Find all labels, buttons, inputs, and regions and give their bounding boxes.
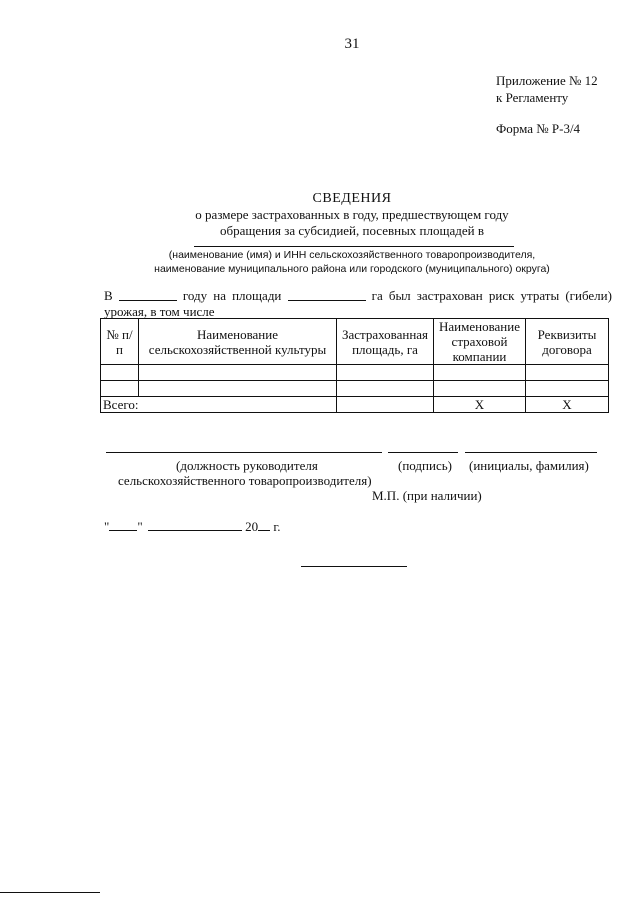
total-area-cell[interactable] [337,397,434,413]
date-quote-open: " [104,519,110,534]
table-cell[interactable] [526,381,609,397]
date-quote-close: " [137,519,143,534]
signature-label: (подпись) [398,458,452,473]
table-cell[interactable] [434,381,526,397]
word-insured: застрахован [416,288,483,303]
table-cell[interactable] [434,365,526,381]
column-header-area: Застрахованная площадь, га [337,319,434,365]
word-risk: риск [488,288,515,303]
annex-line-1: Приложение № 12 [496,73,598,88]
position-label: (должность руководителя [176,458,318,473]
table-header-row [101,319,609,365]
total-label: Всего: [101,397,337,413]
position-label-2: сельскохозяйственного товаропроизводителя) [118,473,372,488]
word-area: площади [232,288,282,303]
table-cell[interactable] [337,381,434,397]
annex-reference [496,72,598,106]
year-suffix-label: г. [273,519,281,534]
annex-line-2: к Регламенту [496,90,569,105]
position-field[interactable] [106,452,382,453]
word-death: (гибели) [565,288,612,303]
producer-name-field[interactable] [194,246,514,247]
column-header-number: № п/п [101,319,139,365]
page-number: 31 [344,36,360,52]
word-ha: га [371,288,383,303]
closing-separator [301,566,407,567]
total-contract-mark: Х [526,397,609,413]
full-name-field[interactable] [465,452,597,453]
day-field[interactable] [109,518,137,531]
word-year: году [182,288,208,303]
table-row [101,365,609,381]
year-field[interactable] [119,288,177,301]
statement-paragraph [104,288,612,320]
table-cell[interactable] [526,365,609,381]
month-field[interactable] [148,518,242,531]
table-cell[interactable] [139,365,337,381]
table-cell[interactable] [101,365,139,381]
table-cell[interactable] [139,381,337,397]
table-total-row [101,397,609,413]
word-on: на [213,288,226,303]
year-suffix-field[interactable] [258,518,270,531]
statement-line-1 [104,288,612,304]
insured-areas-table [100,318,609,413]
total-insurer-mark: Х [434,397,526,413]
producer-hint-1: (наименование (имя) и ИНН сельскохозяйственного товаропроизводителя, [168,249,536,261]
document-title: СВЕДЕНИЯ [312,191,392,206]
column-header-crop: Наименование сельскохозяйственной культуры [139,319,337,365]
title-line-1: о размере застрахованных в году, предшествующем году [195,207,509,222]
statement-line-2: урожая, в том числе [104,304,215,319]
table-row [101,381,609,397]
date-line [104,518,281,535]
producer-hint-2: наименование муниципального района или городского (муниципального) округа) [154,263,550,275]
signature-field[interactable] [388,452,458,453]
area-field[interactable] [288,288,366,301]
word-was: был [388,288,411,303]
table-cell[interactable] [337,365,434,381]
name-label: (инициалы, фамилия) [469,458,589,473]
title-line-2: обращения за субсидией, посевных площадей в [219,223,485,238]
column-header-contract: Реквизиты договора [526,319,609,365]
footnote-rule [0,892,100,893]
word-loss: утраты [520,288,560,303]
word-in: В [104,288,113,303]
year-prefix: 20 [245,519,259,534]
table-cell[interactable] [101,381,139,397]
stamp-label: М.П. (при наличии) [372,488,482,503]
form-code: Форма № Р-3/4 [496,121,581,136]
column-header-insurer: Наименование страховой компании [434,319,526,365]
